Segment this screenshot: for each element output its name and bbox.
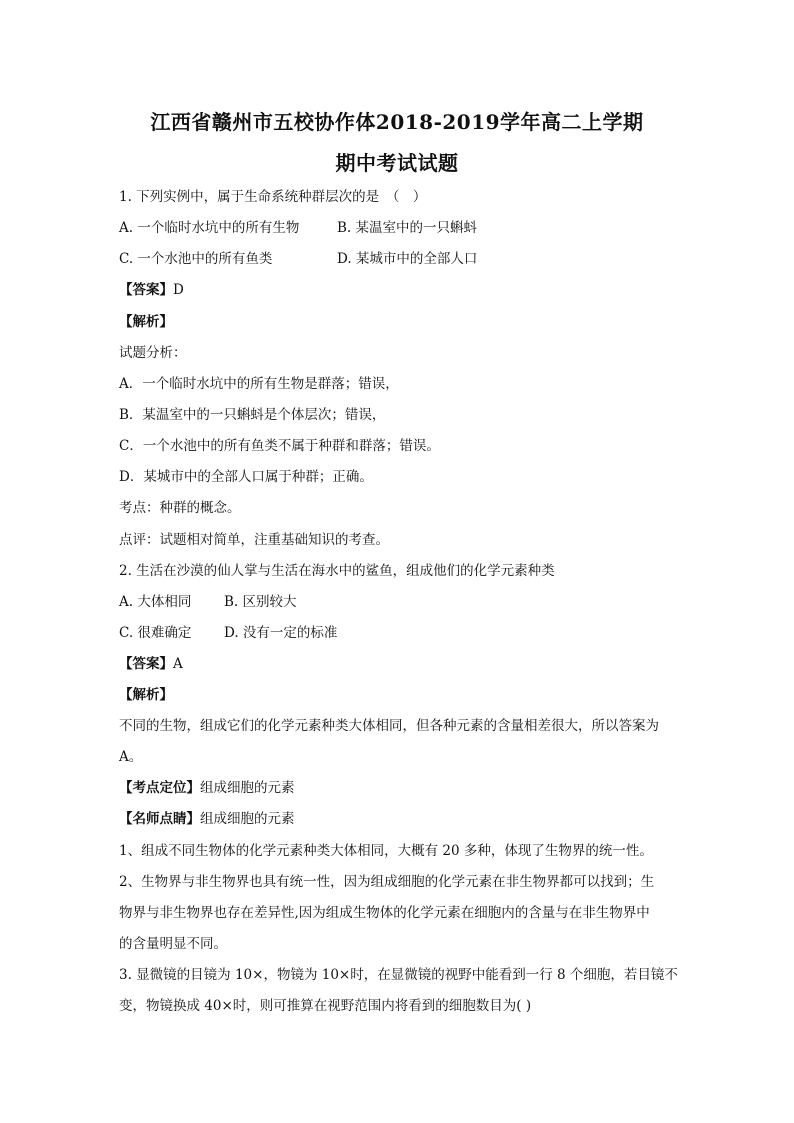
- q1-analysis-intro: 试题分析：: [119, 345, 187, 361]
- q1-analysis-label: 【解析】: [119, 314, 173, 330]
- q2-point2-line1: 2、生物界与非生物界也具有统一性，因为组成细胞的化学元素在非生物界都可以找到；生: [119, 874, 655, 890]
- q2-point2-line3: 的含量明显不同。: [119, 936, 227, 952]
- q1-explanation-a: A．一个临时水坑中的所有生物是群落；错误，: [119, 376, 399, 392]
- q2-analysis-line1: 不同的生物，组成它们的化学元素种类大体相同，但各种元素的含量相差很大，所以答案为: [119, 718, 659, 734]
- q1-option-d: D. 某城市中的全部人口: [337, 251, 478, 267]
- q2-analysis-line2: A。: [119, 749, 143, 765]
- q1-answer: [119, 280, 684, 300]
- q2-kaodian-label: 【考点定位】: [119, 780, 200, 796]
- q1-explanation-c: C．一个水池中的所有鱼类不属于种群和群落；错误。: [119, 438, 440, 454]
- q2-option-d: D. 没有一定的标准: [224, 625, 338, 641]
- q3-stem-line1: 3. 显微镜的目镜为 10×，物镜为 10×时，在显微镜的视野中能看到一行 8 个细胞，若目镜不: [119, 967, 678, 983]
- q2-stem: 2. 生活在沙漠的仙人掌与生活在海水中的鲨鱼，组成他们的化学元素种类: [119, 563, 555, 579]
- q2-mingshi: [119, 809, 684, 829]
- q1-explanation-b: B．某温室中的一只蝌蚪是个体层次；错误，: [119, 407, 386, 423]
- q1-answer-value: D: [173, 282, 184, 298]
- q1-explanation-d: D．某城市中的全部人口属于种群；正确。: [119, 469, 373, 485]
- document-title-line2: 期中考试试题: [335, 151, 459, 175]
- q2-kaodian-text: 组成细胞的元素: [200, 780, 295, 796]
- q2-answer-value: A: [173, 656, 183, 672]
- q2-option-a: A. 大体相同: [119, 594, 192, 610]
- q2-mingshi-label: 【名师点睛】: [119, 811, 200, 827]
- q1-option-c: C. 一个水池中的所有鱼类: [119, 251, 273, 267]
- q1-kaodian: 考点：种群的概念。: [119, 500, 241, 516]
- q2-point2-line2: 物界与非生物界也存在差异性,因为组成生物体的化学元素在细胞内的含量与在非生物界中: [119, 905, 650, 921]
- q1-option-a: A. 一个临时水坑中的所有生物: [119, 220, 300, 236]
- q1-option-b: B. 某温室中的一只蝌蚪: [337, 220, 478, 236]
- q2-point1: 1、组成不同生物体的化学元素种类大体相同，大概有 20 多种，体现了生物界的统一性。: [119, 843, 653, 859]
- q1-options-row2: [119, 249, 684, 269]
- q1-dianping: 点评：试题相对简单，注重基础知识的考查。: [119, 532, 389, 548]
- q2-kaodian: [119, 778, 684, 798]
- q2-option-b: B. 区别较大: [224, 594, 297, 610]
- q1-stem: 1. 下列实例中，属于生命系统种群层次的是 （ ）: [119, 189, 427, 205]
- q1-answer-label: 【答案】: [119, 282, 173, 298]
- q2-options-row1: [119, 592, 684, 612]
- document-title-line1: 江西省赣州市五校协作体2018-2019学年高二上学期: [150, 110, 644, 134]
- q1-options-row1: [119, 218, 684, 238]
- q2-analysis-label: 【解析】: [119, 687, 173, 703]
- q2-mingshi-text: 组成细胞的元素: [200, 811, 295, 827]
- q2-options-row2: [119, 623, 684, 643]
- q3-stem-line2: 变，物镜换成 40×时，则可推算在视野范围内将看到的细胞数目为( ): [119, 998, 532, 1014]
- q2-answer: [119, 654, 684, 674]
- q2-answer-label: 【答案】: [119, 656, 173, 672]
- q2-option-c: C. 很难确定: [119, 625, 192, 641]
